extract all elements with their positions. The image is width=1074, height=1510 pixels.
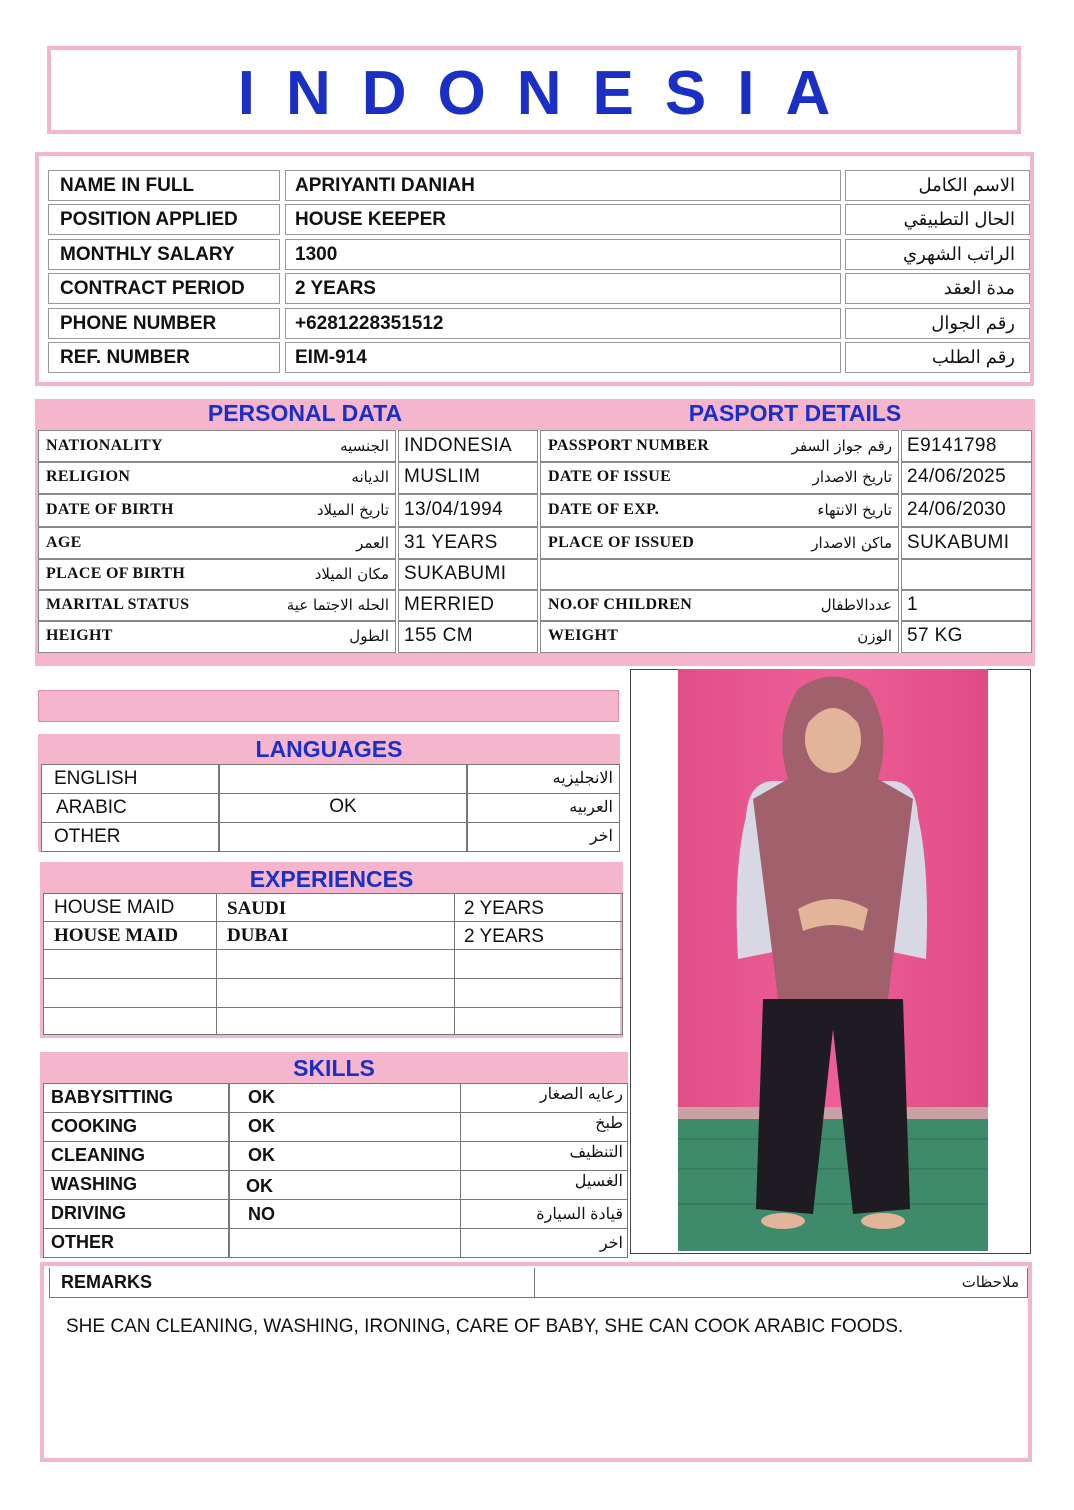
experience-country-cell [216, 1007, 455, 1035]
personal-value-cell: 13/04/1994 [398, 494, 538, 527]
basic-value: 2 YEARS [285, 273, 841, 304]
language-label-cell: OTHER [41, 822, 219, 852]
passport-label-cell [540, 558, 899, 591]
language-arabic-cell: اخر [467, 822, 620, 852]
personal-label-cell: MARITAL STATUS الحله الاجتما عية [38, 589, 396, 622]
passport-label-cell: PLACE OF ISSUED ماكن الاصدار [540, 527, 899, 560]
passport-details-heading: PASPORT DETAILS [688, 400, 902, 426]
language-arabic-cell: الانجليزيه [467, 764, 620, 794]
language-value-cell [219, 764, 467, 794]
skill-label-cell: OTHER [43, 1228, 229, 1258]
basic-label: PHONE NUMBER [48, 308, 280, 339]
basic-value: HOUSE KEEPER [285, 204, 841, 235]
passport-value-cell: E9141798 [901, 430, 1032, 463]
language-arabic-cell: العربيه [467, 793, 620, 823]
passport-value-cell: 1 [901, 589, 1032, 622]
passport-value-cell [901, 558, 1032, 591]
language-value-cell: OK [219, 793, 467, 823]
experiences-header-bar [40, 862, 623, 893]
skill-value-cell: OK [229, 1141, 461, 1171]
remarks-label-cell [49, 1268, 535, 1298]
passport-label-cell: WEIGHT الوزن [540, 620, 899, 653]
skill-arabic-cell: التنظيف [460, 1141, 628, 1171]
basic-arabic-label: الحال التطبيقي [845, 204, 1030, 235]
language-value-cell [219, 822, 467, 852]
skill-label-cell: DRIVING [43, 1199, 229, 1229]
personal-value-cell: SUKABUMI [398, 558, 538, 591]
personal-label-cell: NATIONALITY الجنسيه [38, 430, 396, 463]
skill-arabic-cell: قيادة السيارة [460, 1199, 628, 1229]
skill-arabic-cell: الغسيل [460, 1170, 628, 1200]
skill-value-cell: OK [229, 1170, 461, 1200]
basic-info-table [35, 152, 1034, 386]
basic-label: MONTHLY SALARY [48, 239, 280, 270]
remarks-box [40, 1262, 1032, 1462]
experience-country-cell: SAUDI [216, 893, 455, 922]
basic-arabic-label: رقم الطلب [845, 342, 1030, 373]
personal-label-cell: RELIGION الديانه [38, 461, 396, 494]
personal-label-cell: HEIGHT الطول [38, 620, 396, 653]
personal-passport-section [35, 399, 1035, 666]
basic-label: CONTRACT PERIOD [48, 273, 280, 304]
skill-value-cell: OK [229, 1083, 461, 1113]
basic-arabic-label: الاسم الكامل [845, 170, 1030, 201]
passport-label-cell: NO.OF CHILDREN عددالاطفال [540, 589, 899, 622]
basic-label: REF. NUMBER [48, 342, 280, 373]
passport-label-cell: PASSPORT NUMBER رقم جواز السفر [540, 430, 899, 463]
experience-position-cell [43, 978, 217, 1008]
passport-value-cell: 24/06/2025 [901, 461, 1032, 494]
remarks-label: REMARKS [61, 1272, 153, 1292]
skill-label-cell: WASHING [43, 1170, 229, 1200]
skill-arabic-cell: طبخ [460, 1112, 628, 1142]
basic-label: NAME IN FULL [48, 170, 280, 201]
skill-arabic-cell: اخر [460, 1228, 628, 1258]
language-label-cell: ARABIC [41, 793, 219, 823]
languages-table [38, 764, 620, 852]
basic-value: EIM-914 [285, 342, 841, 373]
blank-pink-bar [38, 690, 619, 722]
experience-period-cell: 2 YEARS [454, 893, 623, 922]
passport-value-cell: SUKABUMI [901, 527, 1032, 560]
personal-value-cell: MERRIED [398, 589, 538, 622]
personal-passport-grid [38, 430, 1032, 653]
personal-label-cell: PLACE OF BIRTH مكان الميلاد [38, 558, 396, 591]
personal-data-heading: PERSONAL DATA [207, 400, 403, 426]
skill-label-cell: BABYSITTING [43, 1083, 229, 1113]
skill-arabic-cell: رعايه الصغار [460, 1083, 628, 1113]
personal-value-cell: MUSLIM [398, 461, 538, 494]
languages-heading: LANGUAGES [255, 736, 403, 762]
remarks-arabic-label: ملاحظات [961, 1273, 1019, 1291]
basic-value: APRIYANTI DANIAH [285, 170, 841, 201]
title-banner [47, 46, 1021, 134]
languages-header-bar [38, 734, 620, 764]
remarks-arabic-cell [535, 1268, 1028, 1298]
passport-label-cell: DATE OF ISSUE تاريخ الاصدار [540, 461, 899, 494]
skill-value-cell: OK [229, 1112, 461, 1142]
experience-position-cell [43, 1007, 217, 1035]
country-title: INDONESIA [237, 59, 862, 128]
experience-period-cell [454, 978, 623, 1008]
remarks-text: SHE CAN CLEANING, WASHING, IRONING, CARE OF BABY, SHE CAN COOK ARABIC FOODS. [66, 1316, 904, 1337]
passport-value-cell: 24/06/2030 [901, 494, 1032, 527]
experience-period-cell [454, 1007, 623, 1035]
basic-arabic-label: رقم الجوال [845, 308, 1030, 339]
experience-position-cell [43, 949, 217, 979]
personal-value-cell: 155 CM [398, 620, 538, 653]
personal-value-cell: INDONESIA [398, 430, 538, 463]
applicant-photo [678, 669, 988, 1251]
skill-label-cell: COOKING [43, 1112, 229, 1142]
basic-arabic-label: الراتب الشهري [845, 239, 1030, 270]
applicant-photo-illustration [678, 669, 988, 1251]
basic-value: 1300 [285, 239, 841, 270]
skills-heading: SKILLS [293, 1055, 375, 1081]
passport-label-cell: DATE OF EXP. تاريخ الانتهاء [540, 494, 899, 527]
experience-country-cell [216, 949, 455, 979]
basic-label: POSITION APPLIED [48, 204, 280, 235]
skills-header-bar [40, 1052, 628, 1083]
skill-value-cell [229, 1228, 461, 1258]
passport-value-cell: 57 KG [901, 620, 1032, 653]
experience-position-cell: HOUSE MAID [43, 921, 217, 950]
skills-table [40, 1083, 628, 1258]
basic-value: +6281228351512 [285, 308, 841, 339]
experience-period-cell [454, 949, 623, 979]
experience-position-cell: HOUSE MAID [43, 893, 217, 922]
personal-label-cell: DATE OF BIRTH تاريخ الميلاد [38, 494, 396, 527]
experience-period-cell: 2 YEARS [454, 921, 623, 950]
basic-arabic-label: مدة العقد [845, 273, 1030, 304]
experience-country-cell: DUBAI [216, 921, 455, 950]
personal-label-cell: AGE العمر [38, 527, 396, 560]
experiences-heading: EXPERIENCES [249, 866, 414, 892]
experiences-table [40, 893, 623, 1038]
language-label-cell: ENGLISH [41, 764, 219, 794]
skill-label-cell: CLEANING [43, 1141, 229, 1171]
skill-value-cell: NO [229, 1199, 461, 1229]
personal-value-cell: 31 YEARS [398, 527, 538, 560]
experience-country-cell [216, 978, 455, 1008]
